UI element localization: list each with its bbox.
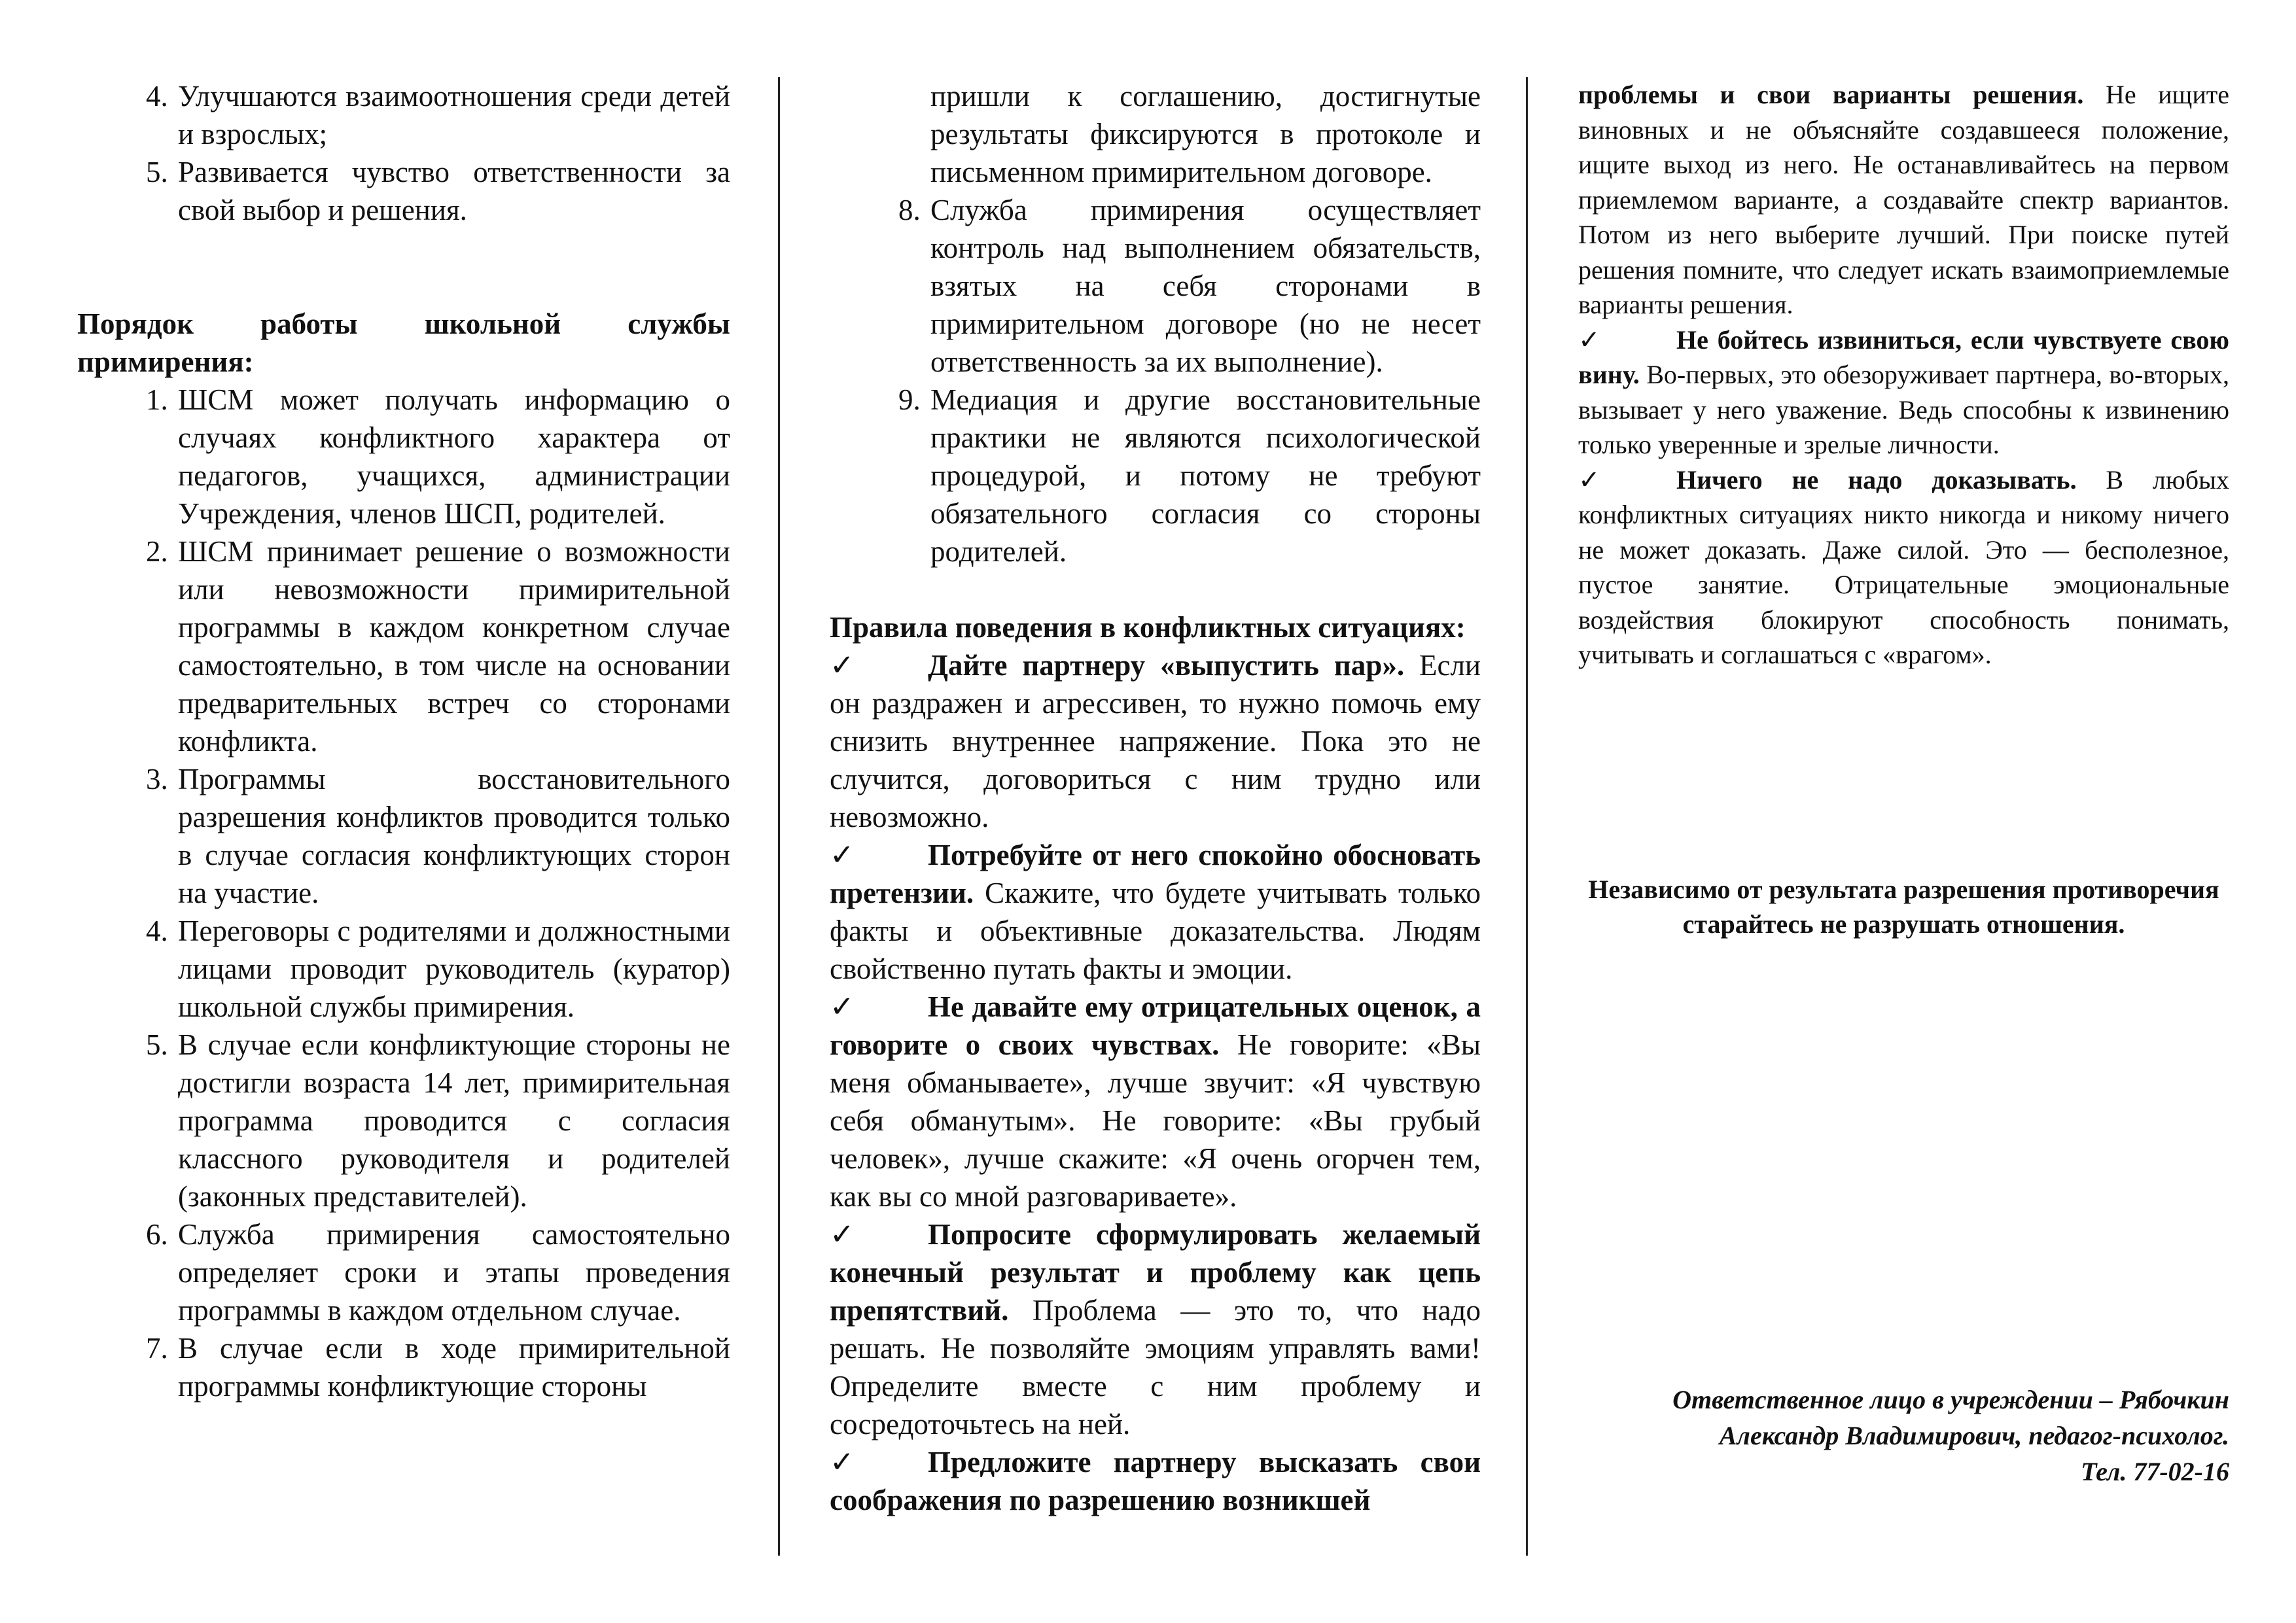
rule-item [1578, 323, 2229, 462]
rule-text: Если он раздражен и агрессивен, то нужно помочь ему снизить внутреннее напряжение. Пока это не случится, договориться с ним трудно или невозможно. [830, 649, 1481, 833]
rule-title: Ничего не надо доказывать. [1676, 464, 2077, 495]
list-item: 1. ШСМ может получать информацию о случаях конфликтного характера от педагогов, учащихся, администрации Учреждения, членов ШСП, родителей. [175, 381, 730, 532]
rule-item [830, 836, 1481, 988]
list-item-continuation: пришли к соглашению, достигнутые результаты фиксируются в протоколе и письменном примирительном договоре. [930, 80, 1481, 188]
procedure-list-continuation [830, 77, 1481, 191]
rule-item [830, 1443, 1481, 1519]
rule-text: Проблема — это то, что надо решать. Не позволяйте эмоциям управлять вами! Определите вместе с ним проблему и сосредоточьтесь на ней. [830, 1294, 1481, 1440]
contact-position: Александр Владимирович, педагог-психолог. [1719, 1421, 2229, 1450]
contact-phone: Тел. 77-02-16 [2081, 1457, 2229, 1486]
list-item: 6. Служба примирения самостоятельно определяет сроки и этапы проведения программы в каждом отдельном случае. [175, 1215, 730, 1329]
column-2 [830, 77, 1481, 1519]
checkmark-icon: ✓ [830, 990, 855, 1023]
checkmark-icon: ✓ [830, 649, 855, 682]
list-item: 5. В случае если конфликтующие стороны не достигли возраста 14 лет, примирительная программа проводится с согласия классного руководителя и родителей (законных представителей). [175, 1026, 730, 1215]
column-3 [1578, 77, 2229, 672]
list-item: 3. Программы восстановительного разрешения конфликтов проводится только в случае согласия конфликтующих сторон на участие. [175, 760, 730, 912]
checkmark-icon: ✓ [830, 1446, 855, 1478]
rule-title: Дайте партнеру «выпустить пар». [928, 649, 1405, 682]
rule-text: Не ищите виновных и не объясняйте создавшееся положение, ищите выход из него. Не останавливайтесь на первом приемлемом варианте, а создавайте спектр вариантов. Потом из него выберите лучший. При поиске путей решения помните, что следует искать взаимоприемлемые варианты решения. [1578, 80, 2229, 319]
rule-title: Не бойтесь извиниться, если чувствуете свою вину. [1578, 324, 2229, 389]
rule-title: проблемы и свои варианты решения. [1578, 80, 2084, 109]
procedure-heading: Порядок работы школьной службы примирения: [77, 307, 730, 378]
contact-block [1578, 1382, 2229, 1490]
rule-item-continuation [1578, 77, 2229, 323]
rules-heading: Правила поведения в конфликтных ситуациях: [830, 611, 1466, 644]
rule-item [830, 1215, 1481, 1443]
list-item: 8. Служба примирения осуществляет контроль над выполнением обязательств, взятых на себя сторонами в примирительном договоре (но не несет ответственность за их выполнение). [928, 191, 1481, 381]
checkmark-icon: ✓ [1578, 464, 1600, 495]
list-item: 2. ШСМ принимает решение о возможности или невозможности примирительной программы в каждом конкретном случае самостоятельно, в том числе на основании предварительных встреч со сторонами конфликта. [175, 532, 730, 760]
benefits-list [77, 77, 730, 229]
checkmark-icon: ✓ [830, 1218, 855, 1251]
checkmark-icon: ✓ [830, 839, 855, 871]
rule-item [830, 646, 1481, 836]
rule-title: Попросите сформулировать желаемый конечный результат и проблему как цепь препятствий. [830, 1218, 1481, 1327]
procedure-list [77, 381, 730, 1405]
rule-title: Не давайте ему отрицательных оценок, а говорите о своих чувствах. [830, 990, 1481, 1061]
rule-item [830, 988, 1481, 1215]
rule-text: Во-первых, это обезоруживает партнера, во-вторых, вызывает у него уважение. Ведь способны к извинению только уверенные и зрелые личности. [1578, 360, 2229, 459]
list-item: 4. Улучшаются взаимоотношения среди детей и взрослых; [175, 77, 730, 153]
list-item: 4. Переговоры с родителями и должностными лицами проводит руководитель (куратор) школьной службы примирения. [175, 912, 730, 1026]
rule-title: Потребуйте от него спокойно обосновать претензии. [830, 839, 1481, 909]
rule-text: Не говорите: «Вы меня обманываете», лучше звучит: «Я чувствую себя обманутым». Не говорите: «Вы грубый человек», лучше скажите: «Я очень огорчен тем, как вы со мной разговариваете». [830, 1028, 1481, 1213]
rule-text: Скажите, что будете учитывать только факты и объективные доказательства. Людям свойственно путать факты и эмоции. [830, 877, 1481, 985]
rules-list [830, 646, 1481, 1519]
procedure-list-cont [830, 191, 1481, 570]
column-divider-right [1526, 77, 1528, 1556]
rule-title: Предложите партнеру высказать свои соображения по разрешению возникшей [830, 1446, 1481, 1516]
rule-text: В любых конфликтных ситуациях никто никогда и никому ничего не может доказать. Даже силой. Это — бесполезное, пустое занятие. Отрицательные эмоциональные воздействия блокируют способность понимать, учитывать и соглашаться с «врагом». [1578, 464, 2229, 669]
motto-text: Независимо от результата разрешения противоречия старайтесь не разрушать отношения. [1588, 875, 2219, 939]
list-item: 7. В случае если в ходе примирительной программы конфликтующие стороны [175, 1329, 730, 1405]
rule-item [1578, 462, 2229, 672]
contact-person: Ответственное лицо в учреждении – Рябочкин [1672, 1385, 2229, 1414]
checkmark-icon: ✓ [1578, 324, 1600, 355]
list-item: 5. Развивается чувство ответственности за свой выбор и решения. [175, 153, 730, 229]
column-1 [77, 77, 730, 1405]
column-divider-left [778, 77, 780, 1556]
list-item: 9. Медиация и другие восстановительные практики не являются психологической процедурой, и потому не требуют обязательного согласия со стороны родителей. [928, 381, 1481, 570]
